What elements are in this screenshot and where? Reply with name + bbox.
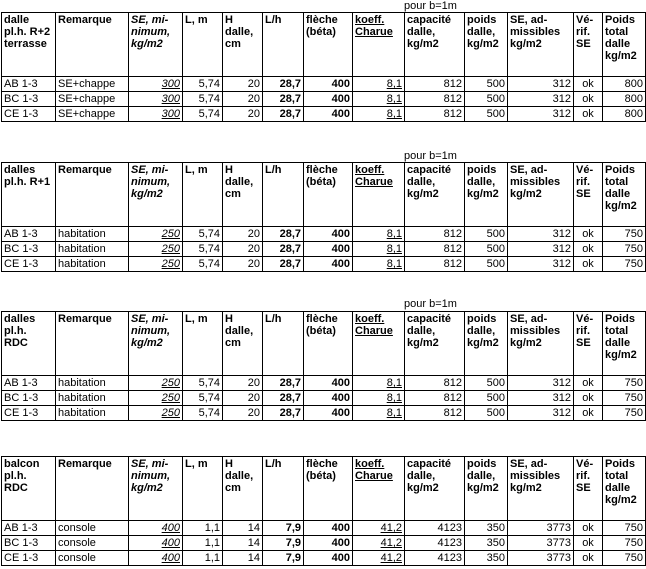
cell-lh: 28,7 (263, 376, 304, 391)
note-b1m: pour b=1m (404, 0, 457, 12)
cell-h: 14 (223, 551, 263, 566)
header-fleche: flèche (béta) (304, 457, 353, 521)
header-l: L, m (183, 13, 223, 77)
cell-h: 20 (223, 92, 263, 107)
cell-verif: ok (574, 536, 603, 551)
header-se-min: SE, mi- nimum, kg/m2 (129, 457, 183, 521)
table-title: dalle pl.h. R+2 terrasse (2, 13, 56, 77)
table-rdc (1, 311, 646, 421)
cell-remarque: console (56, 521, 129, 536)
header-row (2, 13, 646, 77)
cell-total: 750 (603, 257, 646, 272)
cell-name: BC 1-3 (2, 242, 56, 257)
cell-koeff: 8,1 (353, 391, 405, 406)
cell-koeff: 8,1 (353, 242, 405, 257)
header-remarque: Remarque (56, 312, 129, 376)
table-title: dalles pl.h. R+1 (2, 163, 56, 227)
cell-cap: 812 (405, 257, 465, 272)
header-poids-total: Poids total dalle kg/m2 (603, 13, 646, 77)
header-verif: Vé- rif. SE (574, 457, 603, 521)
cell-seadm: 312 (508, 376, 574, 391)
cell-h: 20 (223, 227, 263, 242)
header-se-min: SE, mi- nimum, kg/m2 (129, 163, 183, 227)
table-row (2, 521, 646, 536)
cell-seadm: 312 (508, 77, 574, 92)
table-row (2, 227, 646, 242)
cell-total: 800 (603, 92, 646, 107)
cell-lh: 7,9 (263, 536, 304, 551)
header-lh: L/h (263, 13, 304, 77)
cell-remarque: SE+chappe (56, 77, 129, 92)
cell-cap: 812 (405, 391, 465, 406)
cell-cap: 4123 (405, 521, 465, 536)
cell-remarque: habitation (56, 227, 129, 242)
header-row (2, 163, 646, 227)
cell-lh: 28,7 (263, 242, 304, 257)
cell-poids: 500 (465, 107, 508, 122)
header-fleche: flèche (béta) (304, 13, 353, 77)
cell-se: 250 (129, 242, 183, 257)
header-poids: poids dalle, kg/m2 (465, 457, 508, 521)
cell-lh: 28,7 (263, 107, 304, 122)
cell-verif: ok (574, 227, 603, 242)
cell-name: AB 1-3 (2, 521, 56, 536)
cell-cap: 812 (405, 406, 465, 421)
cell-name: AB 1-3 (2, 376, 56, 391)
cell-l: 5,74 (183, 242, 223, 257)
header-poids-total: Poids total dalle kg/m2 (603, 312, 646, 376)
cell-poids: 500 (465, 77, 508, 92)
header-se-adm: SE, ad- missibles kg/m2 (508, 13, 574, 77)
cell-l: 5,74 (183, 92, 223, 107)
cell-lh: 28,7 (263, 406, 304, 421)
cell-h: 14 (223, 521, 263, 536)
cell-seadm: 312 (508, 242, 574, 257)
cell-seadm: 3773 (508, 536, 574, 551)
header-verif: Vé- rif. SE (574, 13, 603, 77)
header-row (2, 457, 646, 521)
cell-h: 20 (223, 242, 263, 257)
cell-cap: 812 (405, 107, 465, 122)
cell-se: 250 (129, 257, 183, 272)
cell-koeff: 41,2 (353, 551, 405, 566)
cell-l: 1,1 (183, 521, 223, 536)
cell-lh: 28,7 (263, 391, 304, 406)
cell-remarque: habitation (56, 376, 129, 391)
table-row (2, 406, 646, 421)
cell-cap: 812 (405, 376, 465, 391)
cell-koeff: 41,2 (353, 521, 405, 536)
cell-koeff: 8,1 (353, 227, 405, 242)
header-l: L, m (183, 163, 223, 227)
cell-koeff: 8,1 (353, 257, 405, 272)
cell-lh: 28,7 (263, 77, 304, 92)
cell-koeff: 8,1 (353, 406, 405, 421)
header-lh: L/h (263, 312, 304, 376)
table-r2-terrasse (1, 12, 646, 122)
header-capacite: capacité dalle, kg/m2 (405, 312, 465, 376)
cell-poids: 500 (465, 257, 508, 272)
cell-seadm: 312 (508, 227, 574, 242)
header-h: H dalle, cm (223, 163, 263, 227)
cell-remarque: SE+chappe (56, 107, 129, 122)
header-remarque: Remarque (56, 457, 129, 521)
cell-total: 750 (603, 242, 646, 257)
cell-h: 20 (223, 406, 263, 421)
header-capacite: capacité dalle, kg/m2 (405, 163, 465, 227)
note-b1m: pour b=1m (404, 298, 457, 310)
cell-cap: 812 (405, 92, 465, 107)
cell-se: 300 (129, 92, 183, 107)
header-koeff: koeff. Charue (353, 13, 405, 77)
cell-cap: 812 (405, 242, 465, 257)
table-row (2, 391, 646, 406)
cell-verif: ok (574, 107, 603, 122)
cell-total: 750 (603, 391, 646, 406)
cell-cap: 4123 (405, 551, 465, 566)
cell-name: CE 1-3 (2, 107, 56, 122)
cell-cap: 812 (405, 77, 465, 92)
cell-l: 5,74 (183, 391, 223, 406)
cell-name: BC 1-3 (2, 391, 56, 406)
header-h: H dalle, cm (223, 312, 263, 376)
cell-verif: ok (574, 92, 603, 107)
cell-remarque: habitation (56, 257, 129, 272)
cell-verif: ok (574, 376, 603, 391)
cell-fleche: 400 (304, 391, 353, 406)
cell-se: 400 (129, 551, 183, 566)
cell-h: 20 (223, 107, 263, 122)
cell-l: 5,74 (183, 257, 223, 272)
cell-verif: ok (574, 77, 603, 92)
cell-total: 750 (603, 536, 646, 551)
header-h: H dalle, cm (223, 457, 263, 521)
cell-remarque: habitation (56, 391, 129, 406)
cell-remarque: habitation (56, 406, 129, 421)
cell-se: 250 (129, 391, 183, 406)
table-row (2, 536, 646, 551)
cell-l: 1,1 (183, 551, 223, 566)
table-row (2, 107, 646, 122)
cell-poids: 350 (465, 521, 508, 536)
header-se-adm: SE, ad- missibles kg/m2 (508, 457, 574, 521)
cell-seadm: 312 (508, 406, 574, 421)
table-row (2, 376, 646, 391)
table-row (2, 551, 646, 566)
table-row (2, 257, 646, 272)
cell-total: 750 (603, 551, 646, 566)
cell-name: BC 1-3 (2, 536, 56, 551)
header-se-min: SE, mi- nimum, kg/m2 (129, 13, 183, 77)
cell-fleche: 400 (304, 376, 353, 391)
cell-name: AB 1-3 (2, 77, 56, 92)
cell-total: 750 (603, 406, 646, 421)
cell-seadm: 312 (508, 92, 574, 107)
cell-seadm: 312 (508, 107, 574, 122)
header-koeff: koeff. Charue (353, 312, 405, 376)
cell-fleche: 400 (304, 242, 353, 257)
cell-se: 300 (129, 77, 183, 92)
cell-seadm: 312 (508, 257, 574, 272)
cell-fleche: 400 (304, 536, 353, 551)
table-title: dalles pl.h. RDC (2, 312, 56, 376)
header-l: L, m (183, 457, 223, 521)
cell-h: 14 (223, 536, 263, 551)
table-r1 (1, 162, 646, 272)
cell-h: 20 (223, 257, 263, 272)
cell-remarque: habitation (56, 242, 129, 257)
header-se-min: SE, mi- nimum, kg/m2 (129, 312, 183, 376)
header-poids: poids dalle, kg/m2 (465, 163, 508, 227)
header-fleche: flèche (béta) (304, 312, 353, 376)
cell-poids: 350 (465, 536, 508, 551)
cell-name: CE 1-3 (2, 406, 56, 421)
cell-se: 250 (129, 376, 183, 391)
header-lh: L/h (263, 163, 304, 227)
cell-se: 250 (129, 406, 183, 421)
cell-poids: 500 (465, 391, 508, 406)
cell-fleche: 400 (304, 521, 353, 536)
cell-total: 750 (603, 376, 646, 391)
cell-l: 5,74 (183, 376, 223, 391)
cell-cap: 4123 (405, 536, 465, 551)
cell-seadm: 3773 (508, 551, 574, 566)
cell-poids: 500 (465, 406, 508, 421)
cell-poids: 500 (465, 92, 508, 107)
cell-l: 5,74 (183, 77, 223, 92)
header-capacite: capacité dalle, kg/m2 (405, 13, 465, 77)
cell-fleche: 400 (304, 77, 353, 92)
cell-se: 400 (129, 536, 183, 551)
cell-fleche: 400 (304, 257, 353, 272)
cell-total: 750 (603, 227, 646, 242)
cell-verif: ok (574, 257, 603, 272)
cell-verif: ok (574, 242, 603, 257)
cell-remarque: console (56, 536, 129, 551)
cell-h: 20 (223, 77, 263, 92)
header-se-adm: SE, ad- missibles kg/m2 (508, 312, 574, 376)
cell-name: BC 1-3 (2, 92, 56, 107)
cell-poids: 500 (465, 376, 508, 391)
cell-se: 250 (129, 227, 183, 242)
header-se-adm: SE, ad- missibles kg/m2 (508, 163, 574, 227)
cell-koeff: 8,1 (353, 92, 405, 107)
table-row (2, 242, 646, 257)
cell-name: CE 1-3 (2, 551, 56, 566)
cell-seadm: 312 (508, 391, 574, 406)
cell-h: 20 (223, 391, 263, 406)
cell-se: 300 (129, 107, 183, 122)
cell-poids: 350 (465, 551, 508, 566)
cell-poids: 500 (465, 227, 508, 242)
cell-poids: 500 (465, 242, 508, 257)
cell-lh: 28,7 (263, 92, 304, 107)
cell-name: CE 1-3 (2, 257, 56, 272)
table-row (2, 77, 646, 92)
cell-koeff: 8,1 (353, 376, 405, 391)
cell-koeff: 8,1 (353, 77, 405, 92)
header-poids: poids dalle, kg/m2 (465, 312, 508, 376)
cell-lh: 28,7 (263, 257, 304, 272)
cell-l: 5,74 (183, 406, 223, 421)
cell-total: 800 (603, 77, 646, 92)
header-remarque: Remarque (56, 163, 129, 227)
cell-remarque: console (56, 551, 129, 566)
cell-lh: 7,9 (263, 521, 304, 536)
header-capacite: capacité dalle, kg/m2 (405, 457, 465, 521)
cell-fleche: 400 (304, 92, 353, 107)
cell-l: 1,1 (183, 536, 223, 551)
cell-koeff: 8,1 (353, 107, 405, 122)
cell-verif: ok (574, 521, 603, 536)
header-row (2, 312, 646, 376)
header-poids: poids dalle, kg/m2 (465, 13, 508, 77)
cell-koeff: 41,2 (353, 536, 405, 551)
cell-total: 750 (603, 521, 646, 536)
header-lh: L/h (263, 457, 304, 521)
cell-verif: ok (574, 551, 603, 566)
header-remarque: Remarque (56, 13, 129, 77)
cell-fleche: 400 (304, 107, 353, 122)
header-poids-total: Poids total dalle kg/m2 (603, 457, 646, 521)
header-verif: Vé- rif. SE (574, 163, 603, 227)
note-b1m: pour b=1m (404, 150, 457, 162)
cell-se: 400 (129, 521, 183, 536)
cell-seadm: 3773 (508, 521, 574, 536)
table-title: balcon pl.h. RDC (2, 457, 56, 521)
cell-remarque: SE+chappe (56, 92, 129, 107)
cell-fleche: 400 (304, 406, 353, 421)
table-balcon-rdc (1, 456, 646, 566)
cell-lh: 28,7 (263, 227, 304, 242)
cell-l: 5,74 (183, 107, 223, 122)
header-koeff: koeff. Charue (353, 163, 405, 227)
cell-total: 800 (603, 107, 646, 122)
cell-cap: 812 (405, 227, 465, 242)
header-l: L, m (183, 312, 223, 376)
table-row (2, 92, 646, 107)
cell-fleche: 400 (304, 227, 353, 242)
cell-l: 5,74 (183, 227, 223, 242)
header-poids-total: Poids total dalle kg/m2 (603, 163, 646, 227)
header-h: H dalle, cm (223, 13, 263, 77)
header-verif: Vé- rif. SE (574, 312, 603, 376)
header-fleche: flèche (béta) (304, 163, 353, 227)
cell-lh: 7,9 (263, 551, 304, 566)
header-koeff: koeff. Charue (353, 457, 405, 521)
cell-verif: ok (574, 406, 603, 421)
cell-fleche: 400 (304, 551, 353, 566)
cell-h: 20 (223, 376, 263, 391)
cell-name: AB 1-3 (2, 227, 56, 242)
cell-verif: ok (574, 391, 603, 406)
